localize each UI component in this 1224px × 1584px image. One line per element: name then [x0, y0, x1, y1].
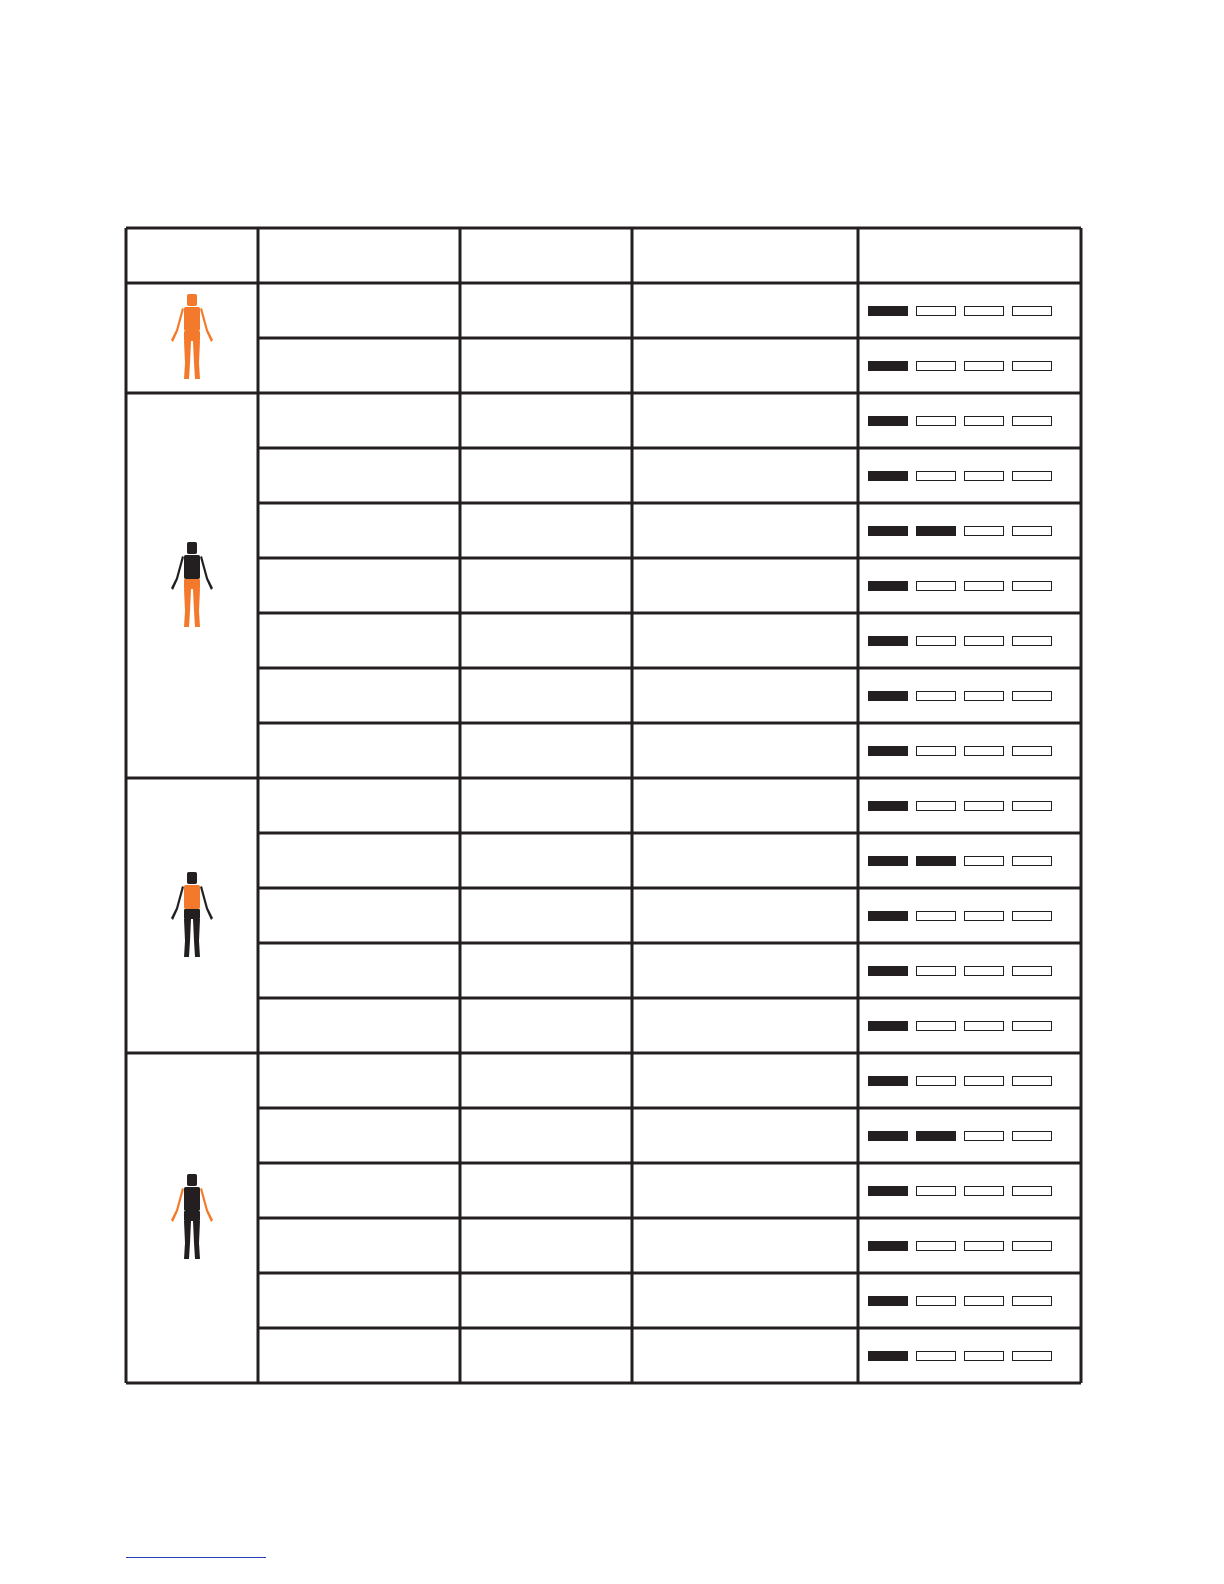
lower-body-figure-icon — [162, 541, 222, 631]
level-segment-empty — [1012, 1131, 1052, 1141]
level-segment-empty — [916, 1241, 956, 1251]
level-meter — [868, 746, 1052, 756]
level-segment-empty — [916, 636, 956, 646]
level-segment-empty — [1012, 1186, 1052, 1196]
level-meter — [868, 306, 1052, 316]
level-segment-filled — [868, 526, 908, 536]
level-segment-empty — [916, 966, 956, 976]
level-meter — [868, 856, 1052, 866]
level-meter — [868, 1351, 1052, 1361]
level-segment-empty — [916, 1186, 956, 1196]
level-segment-empty — [964, 306, 1004, 316]
level-segment-filled — [916, 856, 956, 866]
level-segment-filled — [868, 471, 908, 481]
level-segment-filled — [868, 1021, 908, 1031]
level-meter — [868, 1241, 1052, 1251]
level-segment-filled — [868, 636, 908, 646]
level-segment-filled — [916, 526, 956, 536]
level-segment-filled — [868, 911, 908, 921]
level-segment-empty — [1012, 1296, 1052, 1306]
level-segment-empty — [916, 416, 956, 426]
level-segment-empty — [1012, 801, 1052, 811]
level-segment-empty — [964, 1076, 1004, 1086]
level-segment-empty — [1012, 1021, 1052, 1031]
level-segment-empty — [916, 691, 956, 701]
level-segment-empty — [964, 911, 1004, 921]
arms-figure-icon — [162, 1173, 222, 1263]
level-segment-empty — [916, 1296, 956, 1306]
level-segment-empty — [1012, 361, 1052, 371]
level-segment-empty — [964, 966, 1004, 976]
level-segment-empty — [964, 416, 1004, 426]
level-segment-empty — [916, 471, 956, 481]
level-segment-empty — [964, 746, 1004, 756]
level-segment-empty — [1012, 966, 1052, 976]
level-segment-empty — [916, 1076, 956, 1086]
level-segment-empty — [964, 471, 1004, 481]
level-segment-empty — [964, 526, 1004, 536]
full-body-figure-icon — [162, 293, 222, 383]
level-segment-empty — [1012, 416, 1052, 426]
level-meter — [868, 1296, 1052, 1306]
level-segment-filled — [868, 856, 908, 866]
level-meter — [868, 636, 1052, 646]
level-segment-filled — [868, 966, 908, 976]
level-segment-empty — [964, 1021, 1004, 1031]
level-segment-empty — [1012, 746, 1052, 756]
level-segment-empty — [964, 1186, 1004, 1196]
level-meter — [868, 691, 1052, 701]
level-segment-empty — [964, 1296, 1004, 1306]
level-segment-filled — [868, 1076, 908, 1086]
level-segment-filled — [868, 581, 908, 591]
level-segment-filled — [868, 416, 908, 426]
level-segment-empty — [1012, 306, 1052, 316]
level-meter — [868, 1021, 1052, 1031]
level-segment-empty — [1012, 1241, 1052, 1251]
level-segment-filled — [916, 1131, 956, 1141]
level-segment-filled — [868, 1186, 908, 1196]
level-segment-filled — [868, 1296, 908, 1306]
level-segment-empty — [916, 361, 956, 371]
level-meter — [868, 526, 1052, 536]
level-segment-filled — [868, 746, 908, 756]
level-meter — [868, 1186, 1052, 1196]
level-segment-empty — [1012, 1351, 1052, 1361]
level-segment-empty — [1012, 911, 1052, 921]
level-segment-empty — [916, 801, 956, 811]
level-segment-empty — [916, 1021, 956, 1031]
level-segment-empty — [964, 1131, 1004, 1141]
level-segment-empty — [1012, 471, 1052, 481]
level-meter — [868, 966, 1052, 976]
level-segment-filled — [868, 1351, 908, 1361]
torso-figure-icon — [162, 871, 222, 961]
level-segment-empty — [916, 1351, 956, 1361]
level-meter — [868, 1131, 1052, 1141]
level-segment-empty — [964, 691, 1004, 701]
level-meter — [868, 801, 1052, 811]
level-segment-empty — [964, 1241, 1004, 1251]
level-meter — [868, 416, 1052, 426]
level-segment-empty — [916, 306, 956, 316]
level-segment-filled — [868, 306, 908, 316]
level-segment-filled — [868, 1131, 908, 1141]
level-meter — [868, 911, 1052, 921]
level-segment-filled — [868, 801, 908, 811]
level-segment-empty — [964, 856, 1004, 866]
level-segment-empty — [964, 636, 1004, 646]
level-meter — [868, 471, 1052, 481]
level-segment-empty — [1012, 1076, 1052, 1086]
level-segment-empty — [964, 581, 1004, 591]
level-segment-filled — [868, 1241, 908, 1251]
footnote-separator — [126, 1557, 266, 1558]
level-segment-empty — [964, 801, 1004, 811]
level-meter — [868, 361, 1052, 371]
level-segment-empty — [916, 746, 956, 756]
level-segment-empty — [1012, 856, 1052, 866]
level-meter — [868, 581, 1052, 591]
level-segment-empty — [964, 361, 1004, 371]
level-segment-empty — [1012, 526, 1052, 536]
level-segment-filled — [868, 691, 908, 701]
level-segment-empty — [916, 581, 956, 591]
level-segment-empty — [1012, 691, 1052, 701]
level-segment-filled — [868, 361, 908, 371]
level-meter — [868, 1076, 1052, 1086]
level-segment-empty — [916, 911, 956, 921]
level-segment-empty — [1012, 581, 1052, 591]
level-segment-empty — [1012, 636, 1052, 646]
level-segment-empty — [964, 1351, 1004, 1361]
